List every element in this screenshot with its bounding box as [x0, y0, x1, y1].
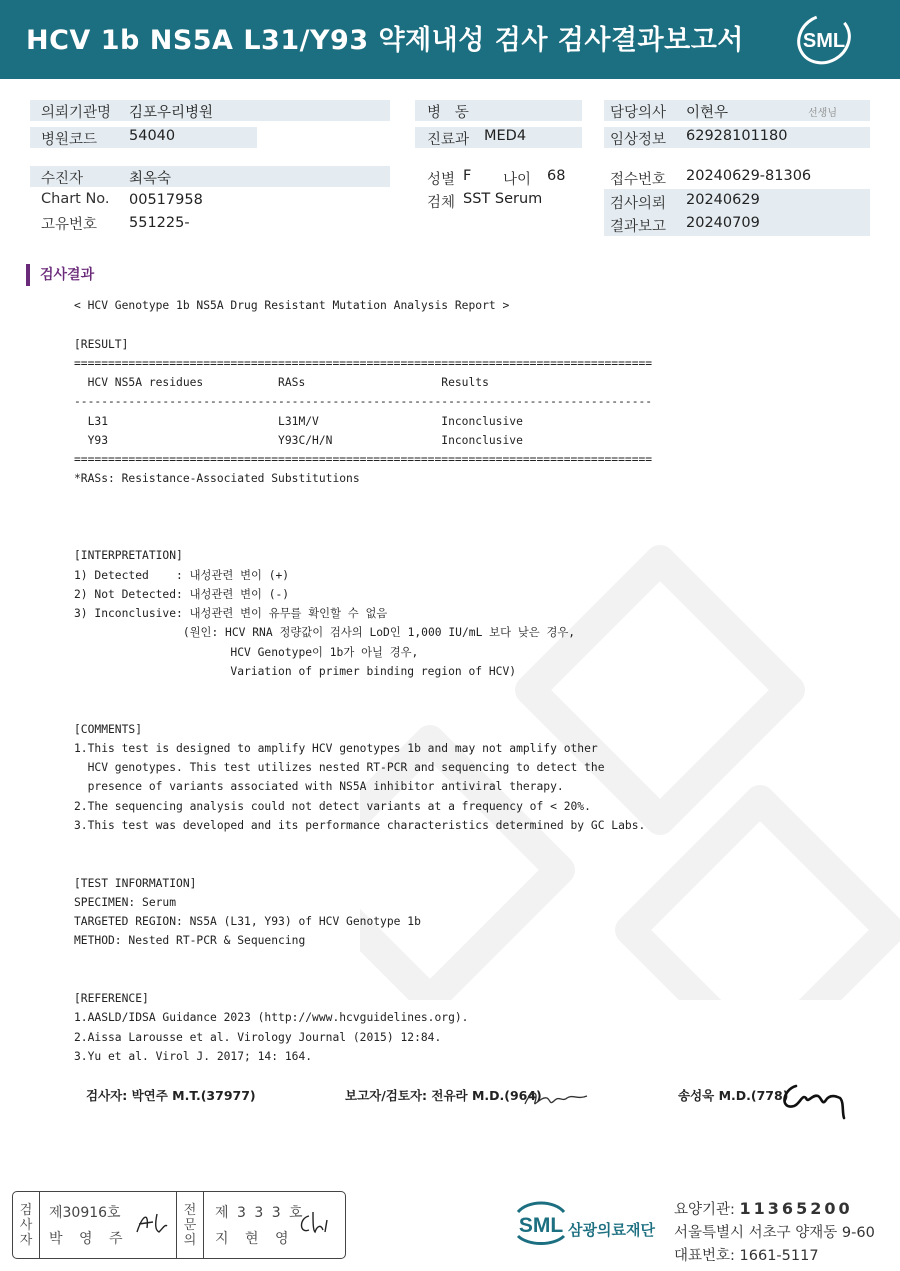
report-header [0, 0, 900, 79]
stamp-right-number: 제 3 3 3 호 [215, 1205, 305, 1221]
patient-label: 수진자 [41, 171, 84, 187]
footer-foundation: 삼광의료재단 [568, 1221, 655, 1239]
stamp-right-label: 전 문 의 [183, 1202, 197, 1248]
specimen-label: 검체 [427, 195, 456, 211]
report-label: 결과보고 [610, 219, 667, 235]
hospital-code-value: 54040 [129, 128, 176, 144]
department-value: MED4 [484, 128, 527, 144]
patient-value: 최옥숙 [129, 171, 172, 187]
doctor-label: 담당의사 [610, 105, 667, 121]
footer-sml-logo-icon [510, 1198, 572, 1246]
header-logo-text: SML [802, 30, 846, 52]
id-value: 551225- [129, 215, 190, 231]
institution-value: 김포우리병원 [129, 105, 214, 121]
receipt-label: 접수번호 [610, 172, 667, 188]
request-value: 20240629 [686, 192, 760, 208]
stamp-divider [176, 1192, 177, 1258]
report-body: < HCV Genotype 1b NS5A Drug Resistant Mutation Analysis Report > [RESULT] ===================================================================================== HCV NS5A residues RASs Results ------------------------------------------------------------------------------------- L31 L31M/V Inconclusive Y93 Y93C/H/N Inconclusive ===================================================================================== *RASs: Resistance-Associated Substitutions [INTERPRETATION] 1) Detected : 내성관련 변이 (+) 2) Not Detected: 내성관련 변이 (-) 3) Inconclusive: 내성관련 변이 유무를 확인할 수 없음 (원인: HCV RNA 정량값이 검사의 LoD인 1,000 IU/mL 보다 낮은 경우, HCV Genotype이 1b가 아닐 경우, Variation of primer binding region of HCV) [COMMENTS] 1.This test is designed to amplify HCV genotypes 1b and may not amplify other HCV genotypes. This test utilizes nested RT-PCR and sequencing to detect the presence of variants associated with NS5A inhibitor antiviral therapy. 2.The sequencing analysis could not detect variants at a frequency of < 20%. 3.This test was developed and its performance characteristics determined by GC Labs. [TEST INFORMATION] SPECIMEN: Serum TARGETED REGION: NS5A (L31, Y93) of HCV Genotype 1b METHOD: Nested RT-PCR & Sequencing [REFERENCE] 1.AASLD/IDSA Guidance 2023 (http://www.hcvguidelines.org). 2.Aissa Larousse et al. Virology Journal (2015) 12:84. 3.Yu et al. Virol J. 2017; 14: 164. [74, 299, 653, 1063]
care-institution: 요양기관: 11365200 [674, 1199, 853, 1218]
info-bar [30, 166, 390, 187]
sex-value: F [463, 168, 472, 184]
stamp-left-name: 박 영 주 [49, 1231, 129, 1247]
stamp-divider [203, 1192, 204, 1258]
department-label: 진료과 [427, 132, 470, 148]
age-value: 68 [547, 168, 566, 184]
footer-phone: 대표번호: 1661-5117 [674, 1248, 819, 1264]
care-number: 11365200 [739, 1199, 853, 1218]
receipt-value: 20240629-81306 [686, 168, 812, 184]
stamp-right-handwriting-icon [295, 1208, 335, 1238]
chart-value: 00517958 [129, 192, 203, 208]
specimen-value: SST Serum [463, 191, 543, 207]
clinical-label: 임상정보 [610, 132, 667, 148]
clinical-value: 62928101180 [686, 128, 788, 144]
certification-stamp [12, 1191, 346, 1259]
stamp-right-name: 지 현 영 [215, 1231, 295, 1247]
sml-logo-icon [795, 12, 853, 66]
phone-number: 1661-5117 [739, 1248, 819, 1264]
reporter-signature: 보고자/검토자: 전유라 M.D.(964) [345, 1088, 542, 1103]
stamp-left-number: 제30916호 [49, 1205, 121, 1221]
stamp-divider [39, 1192, 40, 1258]
reporter-handwriting-icon [521, 1086, 591, 1112]
stamp-left-label: 검 사 자 [19, 1202, 33, 1248]
ward-label: 병 동 [427, 105, 469, 121]
sex-label: 성별 [427, 172, 456, 188]
doctor-value: 이현우 [686, 105, 729, 121]
footer-logo-text: SML [518, 1214, 564, 1237]
stamp-left-handwriting-icon [131, 1208, 171, 1238]
id-label: 고유번호 [41, 217, 98, 233]
section-title: 검사결과 [26, 264, 94, 286]
institution-label: 의뢰기관명 [41, 105, 112, 121]
report-title: HCV 1b NS5A L31/Y93 약제내성 검사 검사결과보고서 [26, 25, 744, 56]
request-label: 검사의뢰 [610, 196, 667, 212]
chart-label: Chart No. [41, 191, 110, 207]
doctor-suffix: 선생님 [808, 108, 837, 119]
tester-signature: 검사자: 박연주 M.T.(37977) [86, 1088, 256, 1103]
footer-address: 서울특별시 서초구 양재동 9-60 [674, 1225, 875, 1241]
hospital-code-label: 병원코드 [41, 132, 98, 148]
approver-handwriting-icon [778, 1076, 852, 1120]
report-value: 20240709 [686, 215, 760, 231]
age-label: 나이 [503, 172, 532, 188]
approver-signature: 송성욱 M.D.(778) [678, 1088, 789, 1103]
